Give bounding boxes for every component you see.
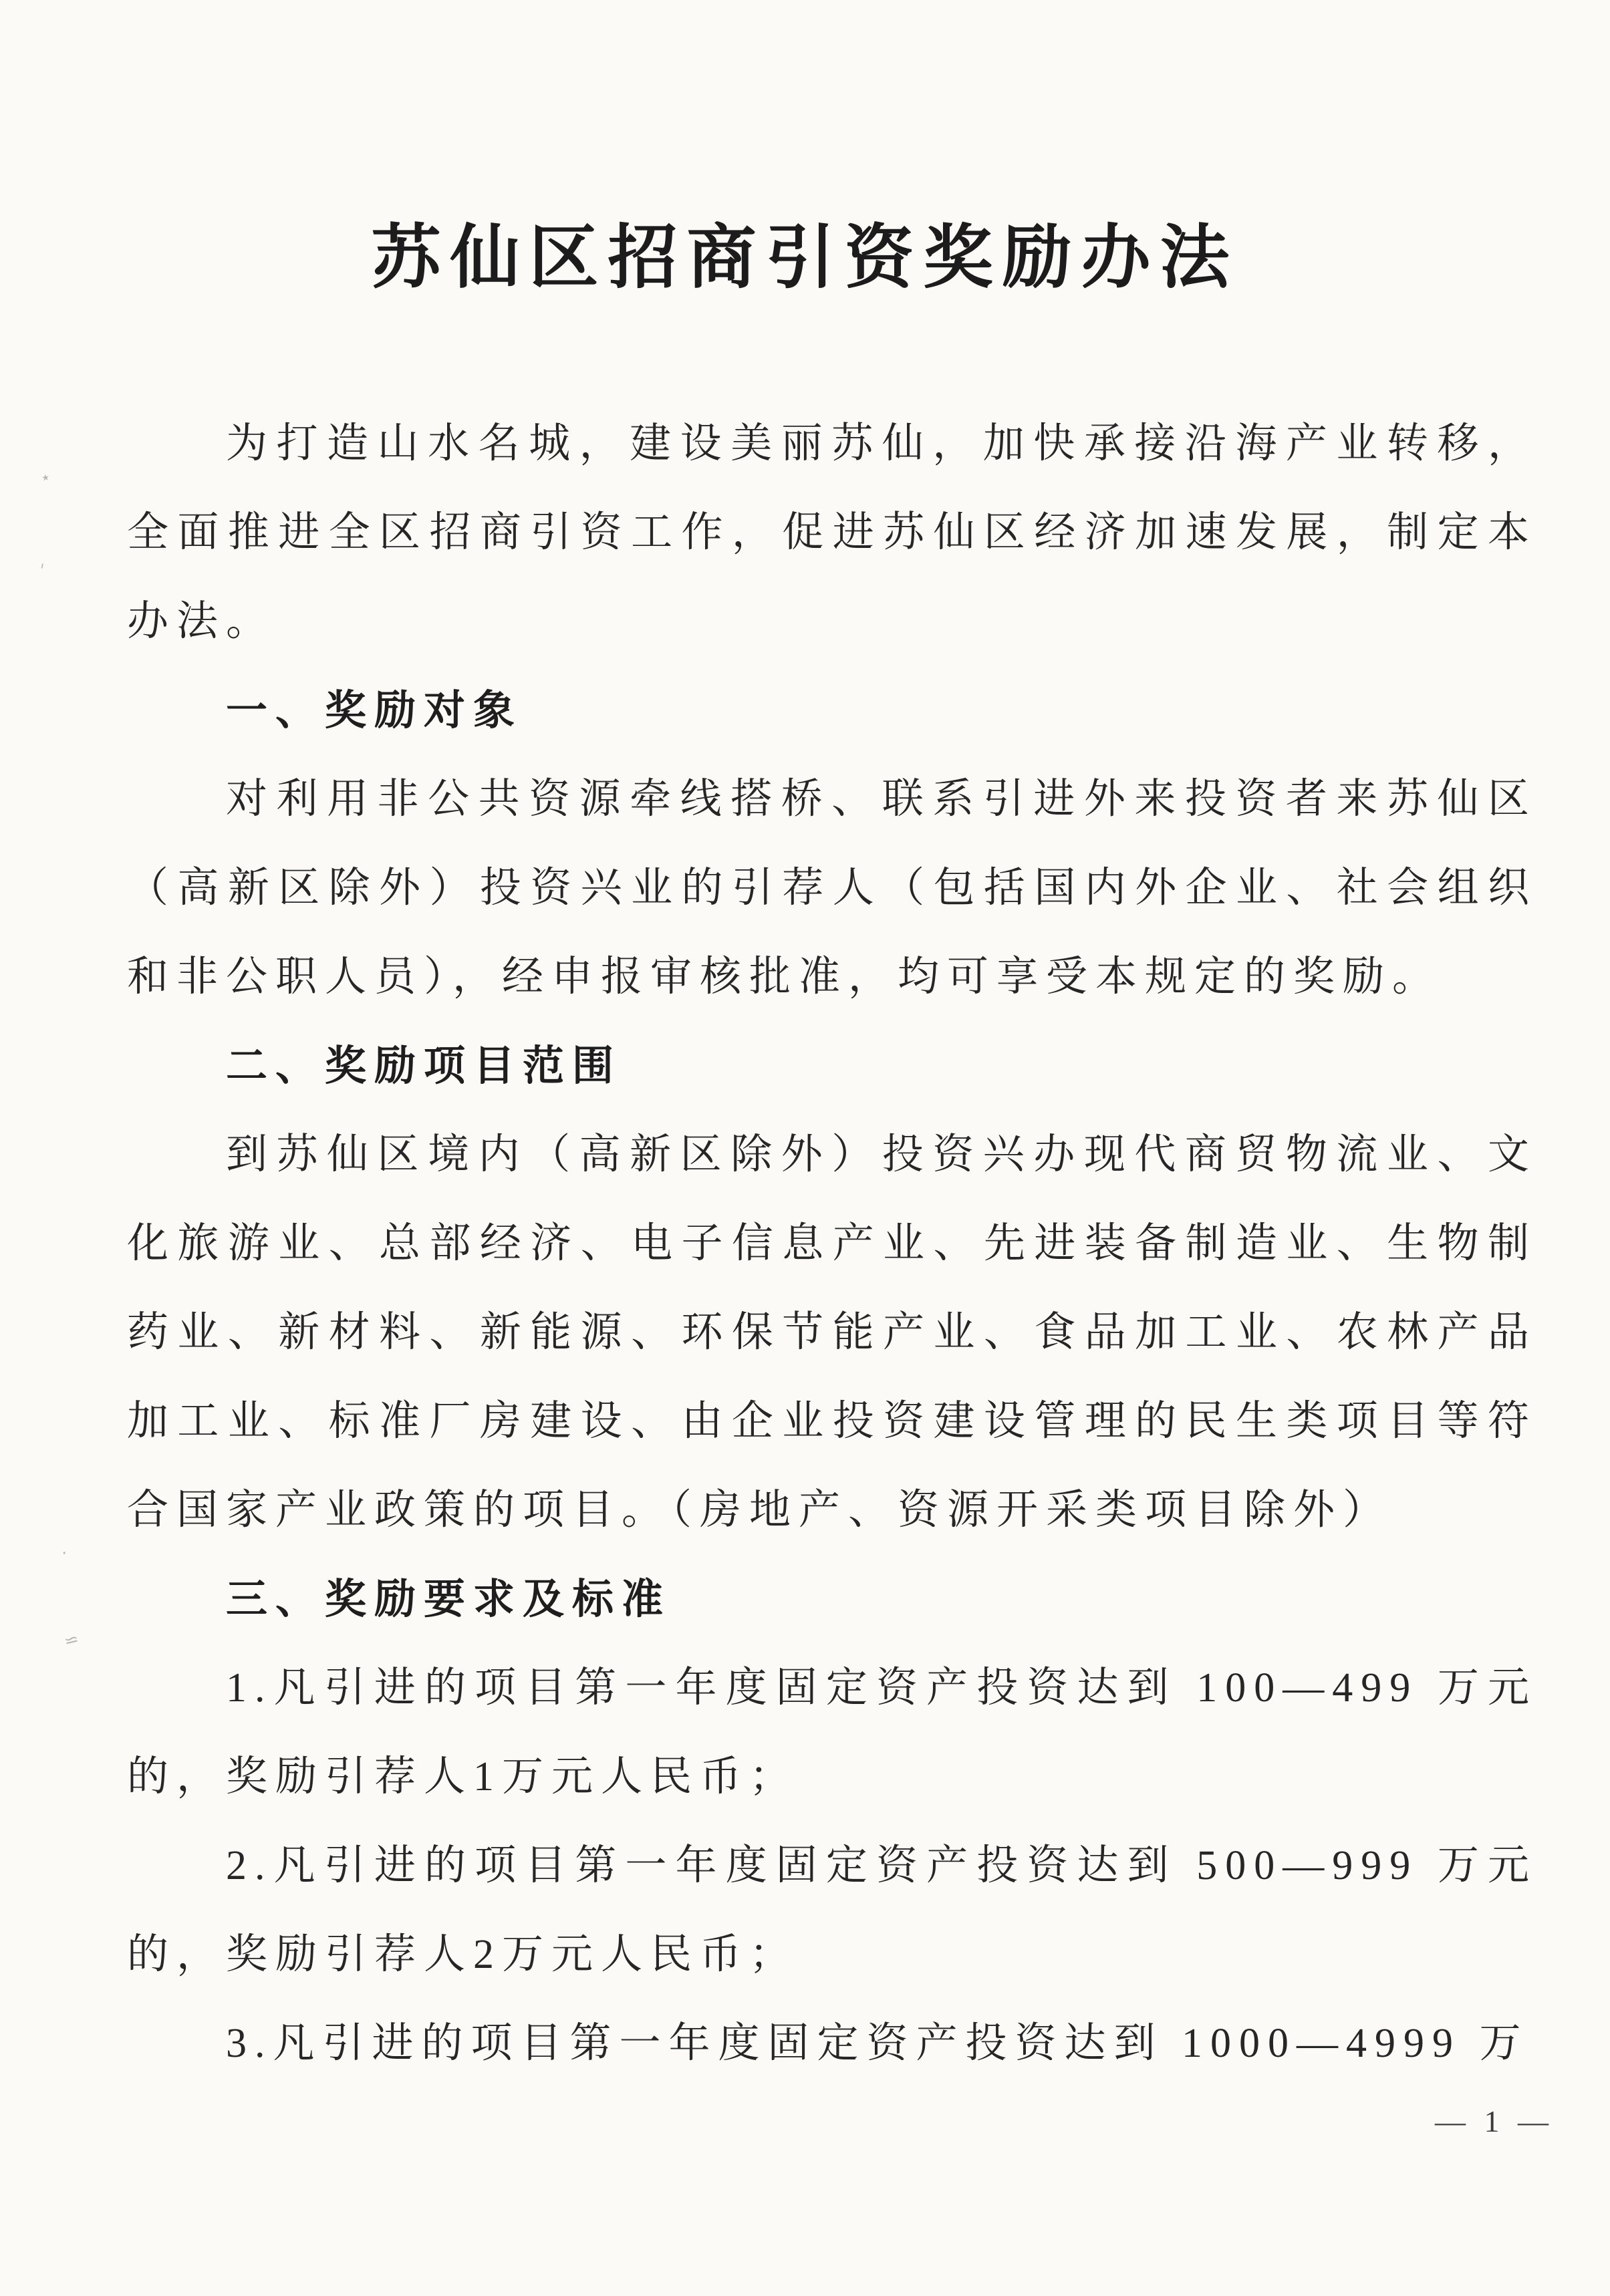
scan-smudge: ⋆: [38, 467, 53, 488]
scan-smudge: ˈ: [36, 561, 46, 582]
list-item-standard-1: 1.凡引进的项目第一年度固定资产投资达到 100—499 万元的，奖励引荐人1万元人民币；: [127, 1665, 1537, 1800]
scan-smudge: ⋍: [61, 1628, 82, 1653]
heading-reward-standards: 三、奖励要求及标准: [226, 1576, 672, 1622]
paragraph-reward-targets: 对利用非公共资源牵线搭桥、联系引进外来投资者来苏仙区（高新区除外）投资兴业的引荐人（包括国内外企业、社会组织和非公职人员），经申报审核批准，均可享受本规定的奖励。: [127, 776, 1537, 1000]
document-body: [127, 400, 1537, 2088]
list-item-standard-2: 2.凡引进的项目第一年度固定资产投资达到 500—999 万元的，奖励引荐人2万元人民币；: [127, 1843, 1537, 1977]
heading-project-scope: 二、奖励项目范围: [226, 1043, 622, 1089]
document-title: 苏仙区招商引资奖励办法: [371, 220, 1239, 297]
paragraph-preamble: 为打造山水名城，建设美丽苏仙，加快承接沿海产业转移，全面推进全区招商引资工作，促进苏仙区经济加速发展，制定本办法。: [127, 421, 1537, 644]
paragraph-project-scope: 到苏仙区境内（高新区除外）投资兴办现代商贸物流业、文化旅游业、总部经济、电子信息产业、先进装备制造业、生物制药业、新材料、新能源、环保节能产业、食品加工业、农林产品加工业、标准厂房建设、由企业投资建设管理的民生类项目等符合国家产业政策的项目。（房地产、资源开采类项目除外）: [127, 1132, 1537, 1533]
scan-smudge: ⋅: [60, 1543, 68, 1564]
list-item-standard-3: 3.凡引进的项目第一年度固定资产投资达到 1000—4999 万: [226, 2021, 1529, 2066]
heading-reward-targets: 一、奖励对象: [226, 688, 523, 734]
page-number: — 1 —: [1435, 2104, 1554, 2138]
